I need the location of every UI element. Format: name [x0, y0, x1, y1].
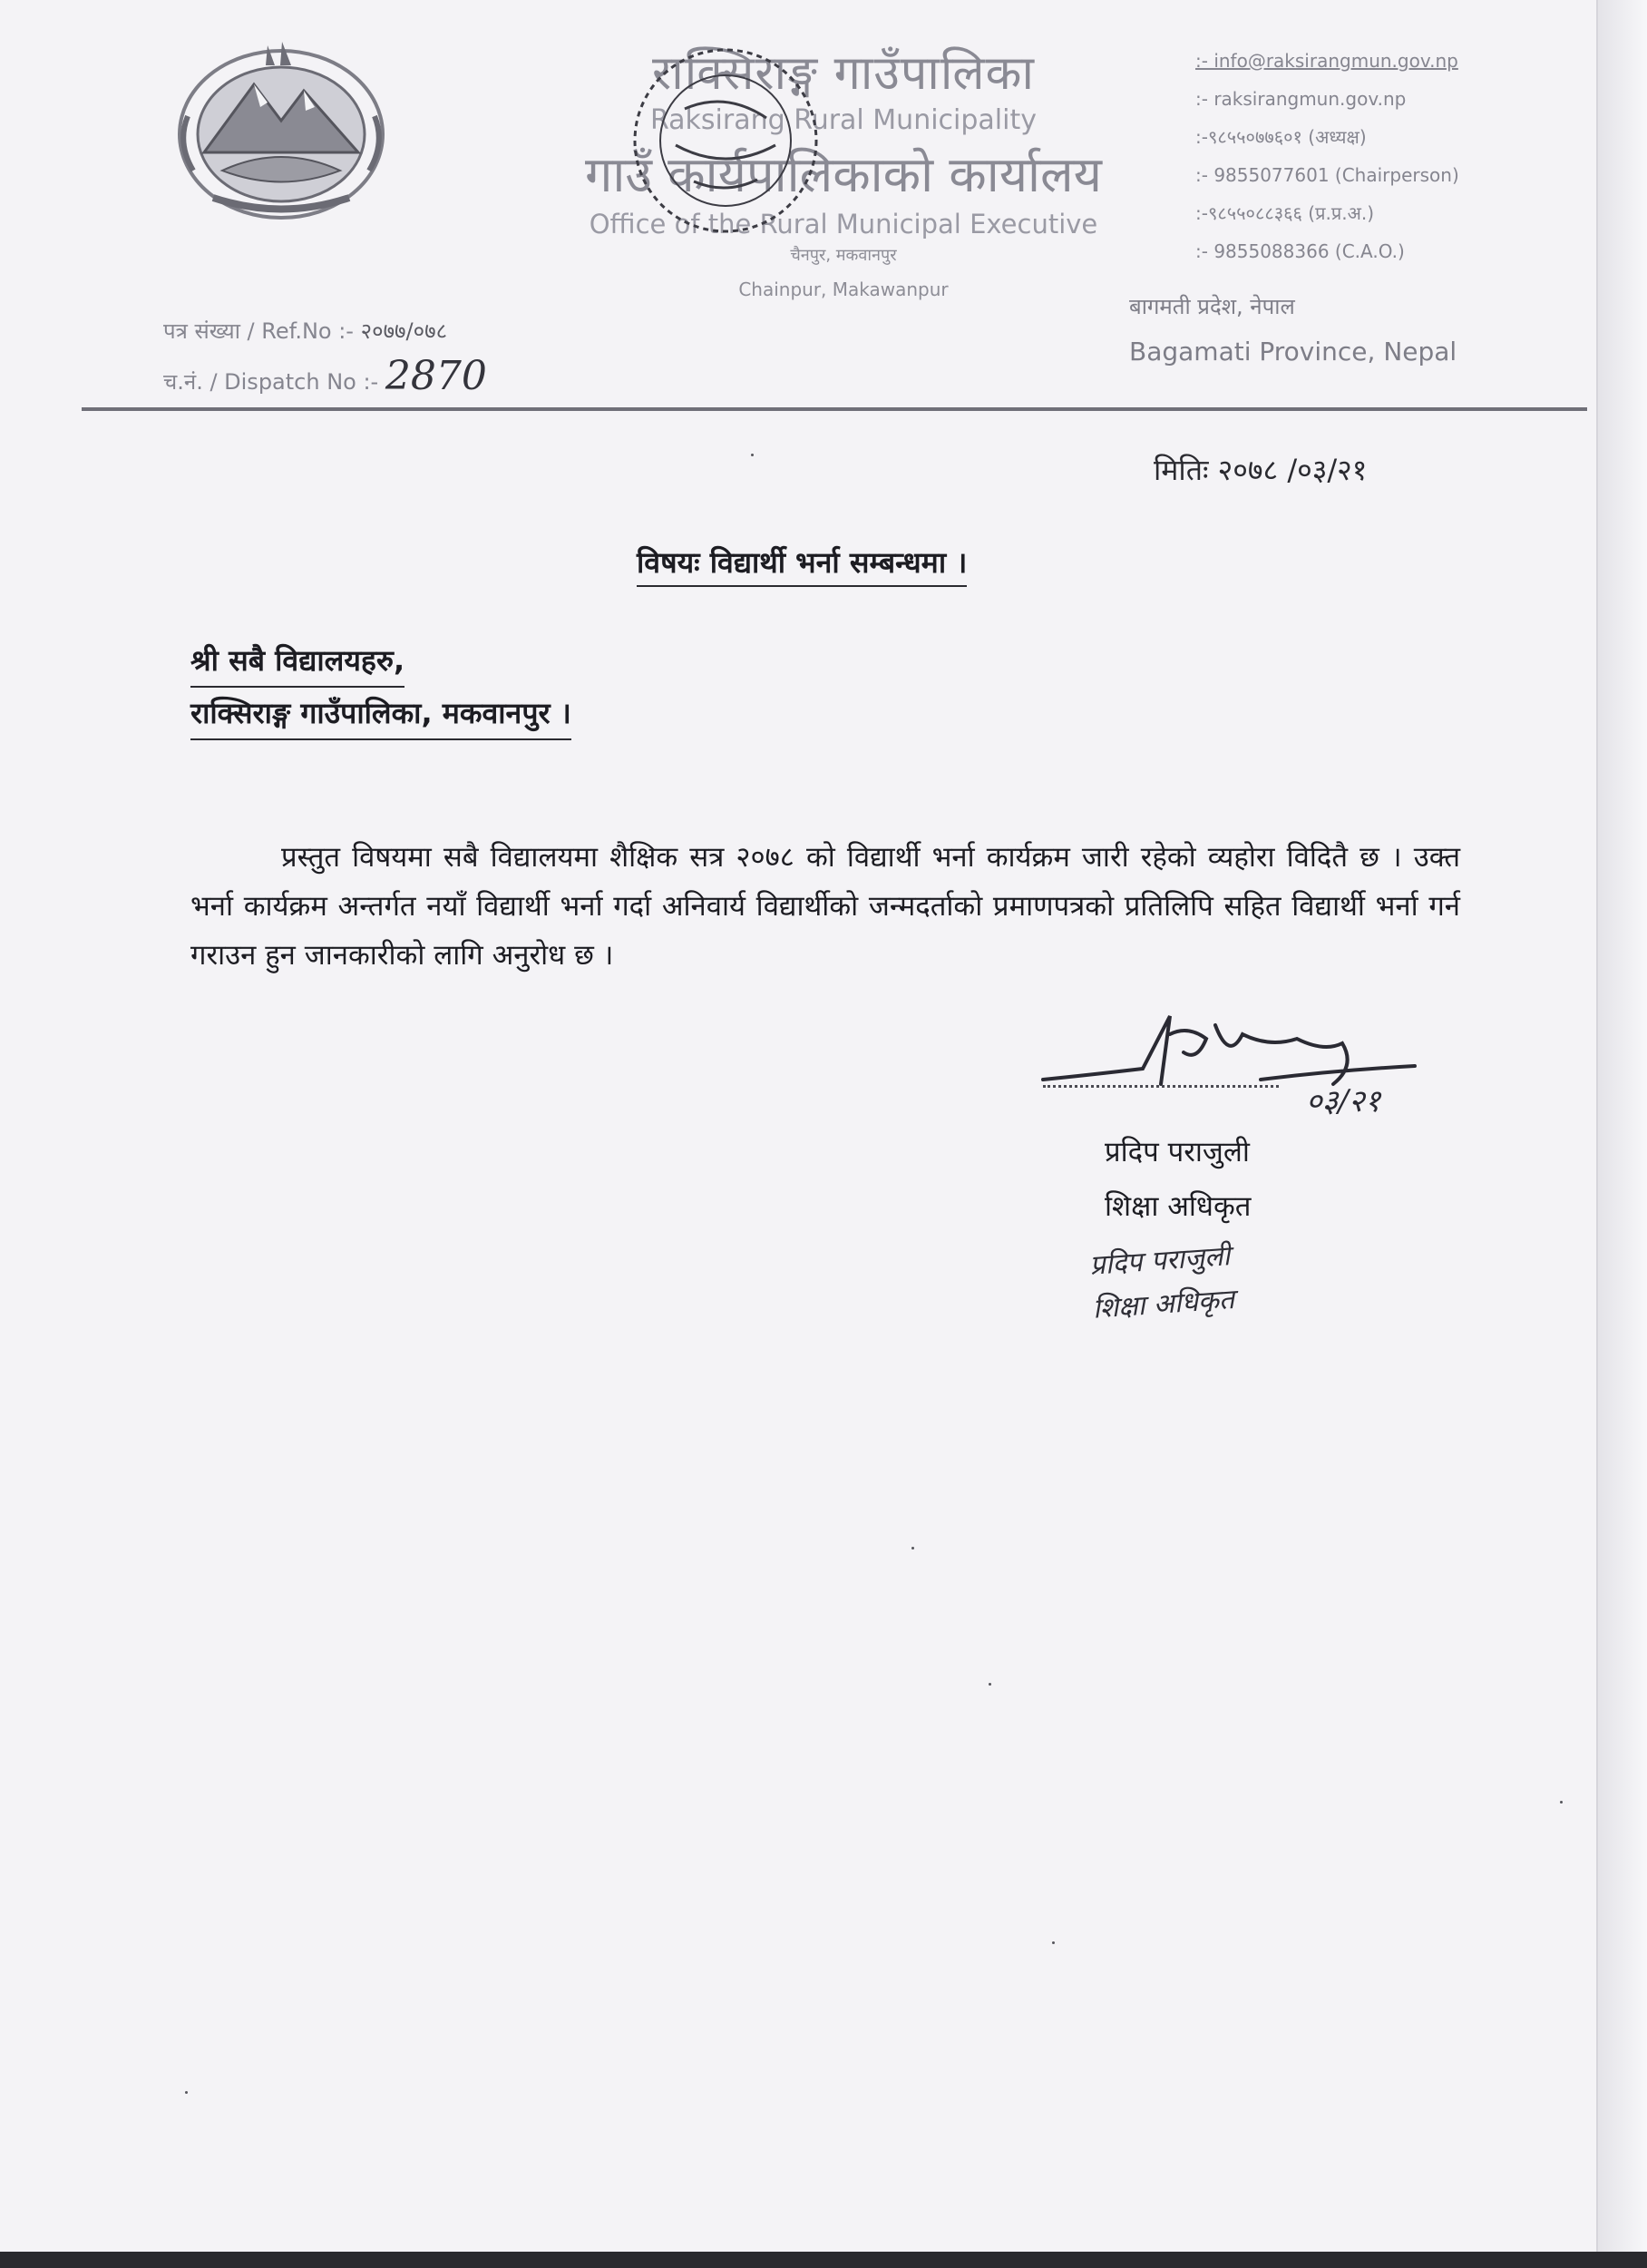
scan-speck [1560, 1801, 1563, 1804]
scan-speck [911, 1547, 914, 1549]
location-np: चैनपुर, मकवानपुर [790, 246, 897, 265]
office-seal-icon [621, 36, 830, 245]
header-divider [82, 407, 1587, 411]
contact-email: :- info@raksirangmun.gov.np [1195, 50, 1458, 72]
contact-cao-np: :-९८५५०८८३६६ (प्र.प्र.अ.) [1195, 202, 1375, 224]
scan-edge-bottom [0, 2252, 1647, 2268]
letter-subject: विषयः विद्यार्थी भर्ना सम्बन्धमा । [637, 543, 967, 587]
municipality-name-en: Raksirang Rural Municipality [649, 104, 1037, 136]
letter-date: मितिः २०७८ /०३/२१ [1154, 453, 1368, 487]
signer-name: प्रदिप पराजुली [1105, 1136, 1250, 1168]
scan-speck [989, 1683, 991, 1686]
ref-number-line [163, 308, 487, 354]
recipient-line-2: राक्सिराङ्ग गाउँपालिका, मकवानपुर । [190, 688, 571, 740]
handwritten-name: प्रदिप पराजुली [1088, 1240, 1232, 1282]
contact-website: :- raksirangmun.gov.np [1195, 88, 1407, 110]
province-en: Bagamati Province, Nepal [1129, 337, 1457, 367]
scan-edge-right [1596, 0, 1647, 2268]
signature-icon [1034, 998, 1451, 1116]
contact-cao-en: :- 9855088366 (C.A.O.) [1195, 240, 1405, 262]
dispatch-number-line [163, 354, 487, 405]
scan-speck [751, 454, 754, 456]
letterhead-title-block [508, 45, 1179, 303]
handwritten-title: शिक्षा अधिकृत [1091, 1283, 1236, 1325]
nepal-emblem-icon [168, 34, 395, 225]
letter-body [190, 833, 1460, 980]
contact-chair-np: :-९८५५०७७६०१ (अध्यक्ष) [1195, 126, 1367, 148]
ref-value: २०७७/०७८ [360, 318, 448, 344]
recipient-block [190, 635, 571, 740]
scan-speck [1052, 1941, 1055, 1944]
municipality-name-np: राक्सिराङ्ग गाउँपालिका [652, 46, 1035, 101]
dispatch-label: च.नं. / Dispatch No :- [163, 369, 379, 395]
ref-label: पत्र संख्या / Ref.No :- [163, 318, 354, 344]
province-np: बागमती प्रदेश, नेपाल [1129, 294, 1295, 319]
office-name-np: गाउँ कार्यपालिकाको कार्यालय [585, 146, 1102, 203]
signer-title: शिक्षा अधिकृत [1105, 1190, 1252, 1223]
location-en: Chainpur, Makawanpur [738, 279, 949, 300]
signer-block [1105, 1125, 1251, 1234]
office-name-en: Office of the Rural Municipal Executive [589, 209, 1098, 240]
signature-line [1043, 1085, 1279, 1088]
reference-block [163, 308, 487, 405]
contact-list [1195, 42, 1459, 270]
recipient-line-1: श्री सबै विद्यालयहरु, [190, 635, 404, 688]
dispatch-value: 2870 [385, 353, 487, 399]
signature-date: ०३/२१ [1306, 1083, 1381, 1116]
contact-chair-en: :- 9855077601 (Chairperson) [1195, 164, 1459, 186]
handwritten-name-stamp [1088, 1235, 1236, 1332]
scan-speck [185, 2091, 188, 2094]
province-block [1129, 288, 1457, 374]
letter-body-text: प्रस्तुत विषयमा सबै विद्यालयमा शैक्षिक सत्र २०७८ को विद्यार्थी भर्ना कार्यक्रम जारी रहेको व्यहोरा विदितै छ । उक्त भर्ना कार्यक्रम अन्तर्गत नयाँ विद्यार्थी भर्ना गर्दा अनिवार्य विद्यार्थीको जन्मदर्ताको प्रमाणपत्रको प्रतिलिपि सहित विद्यार्थी भर्ना गर्न गराउन हुन जानकारीको लागि अनुरोध छ । [190, 841, 1460, 972]
